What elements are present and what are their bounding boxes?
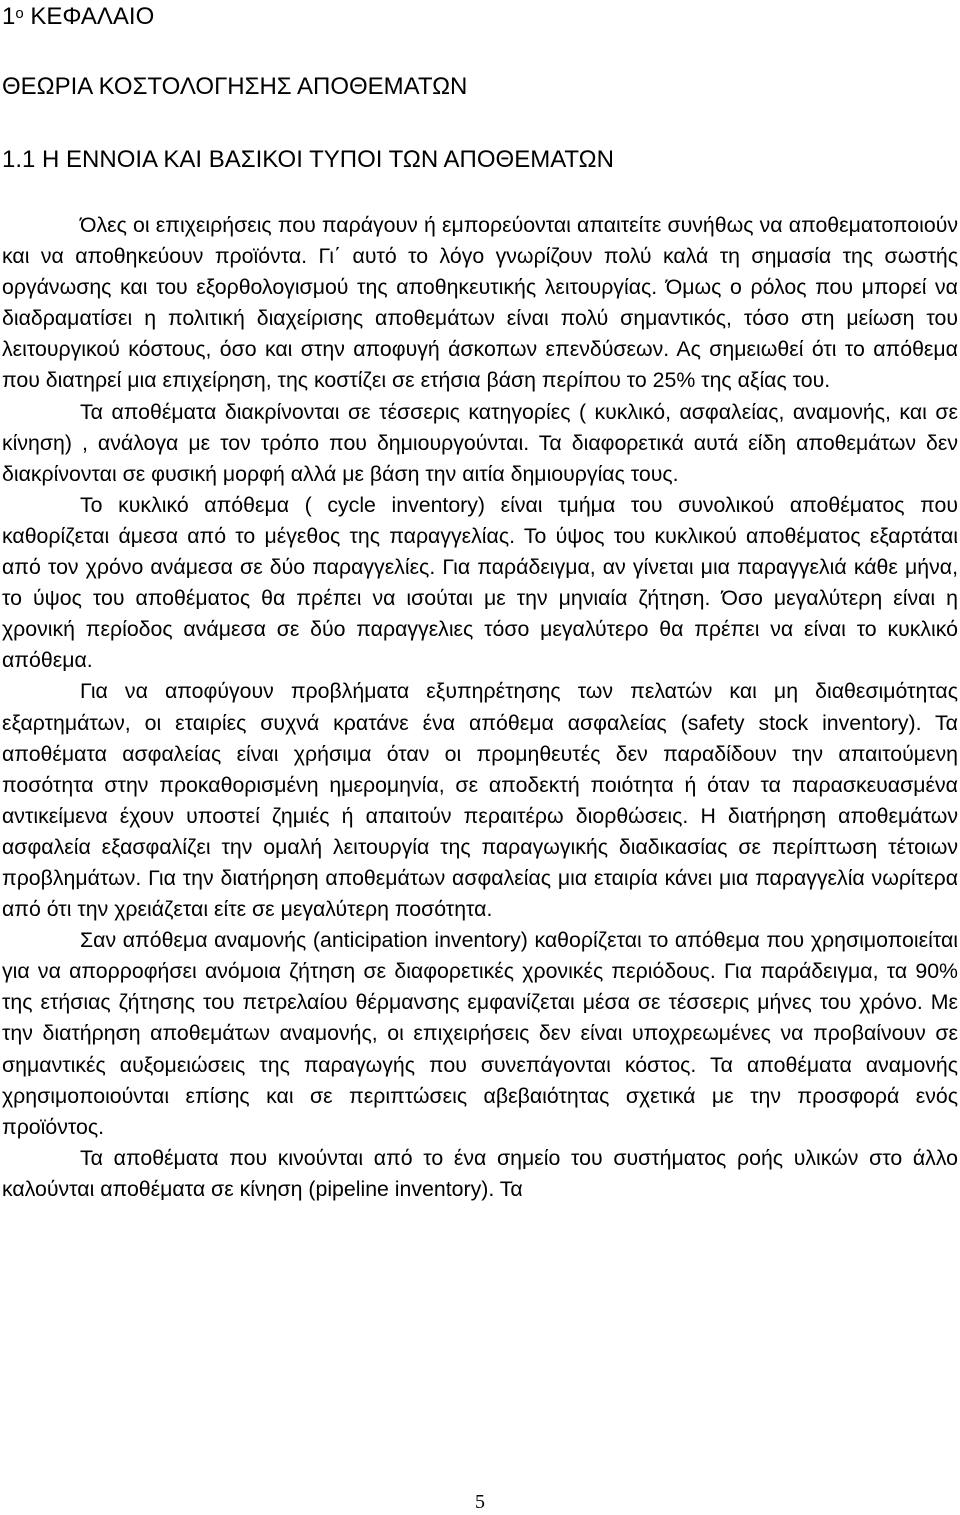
paragraph: Για να αποφύγουν προβλήματα εξυπηρέτησης των πελατών και μη διαθεσιμότητας εξαρτημάτων, οι εταιρίες συχνά κρατάνε ένα απόθεμα ασφαλείας (safety stock inventory). Τα αποθέματα ασφαλείας είναι χρήσιμα όταν οι προμηθευτές δεν παραδίδουν την απαιτούμενη ποσότητα στην προκαθορισμένη ημερομηνία, σε αποδεκτή ποιότητα ή όταν τα παρασκευασμένα αντικείμενα έχουν υποστεί ζημιές ή απαιτούν περαιτέρω διορθώσεις. Η διατήρηση αποθεμάτων ασφαλεία εξασφαλίζει την ομαλή λειτουργία της παραγωγικής διαδικασίας σε περίπτωση τέτοιων προβλημάτων. Για την διατήρηση αποθεμάτων ασφαλείας μια εταιρία κάνει μια παραγγελία νωρίτερα από ότι την χρειάζεται είτε σε μεγαλύτερη ποσότητα. — [2, 679, 958, 922]
paragraph: Όλες οι επιχειρήσεις που παράγουν ή εμπορεύονται απαιτείτε συνήθως να αποθεματοποιούν και να αποθηκεύουν προϊόντα. Γι΄ αυτό το λόγο γνωρίζουν πολύ καλά τη σημασία της σωστής οργάνωσης και του εξορθολογισμού της αποθηκευτικής λειτουργίας. Όμως ο ρόλος που μπορεί να διαδραματίσει η πολιτική διαχείρισης αποθεμάτων είναι πολύ σημαντικός, τόσο στη μείωση του λειτουργικού κόστους, όσο και στην αποφυγή άσκοπων επενδύσεων. Ας σημειωθεί ότι το απόθεμα που διατηρεί μια επιχείρηση, της κοστίζει σε ετήσια βάση περίπου το 25% της αξίας του. — [2, 213, 958, 393]
chapter-heading — [2, 2, 154, 32]
section-heading: 1.1 Η ΕΝΝΟΙΑ ΚΑΙ ΒΑΣΙΚΟΙ ΤΥΠΟΙ ΤΩΝ ΑΠΟΘΕΜΑΤΩΝ — [2, 146, 614, 173]
chapter-number: 1 — [2, 3, 16, 30]
chapter-label: ΚΕΦΑΛΑΙΟ — [30, 3, 155, 30]
body-text — [2, 210, 958, 1205]
page-number: 5 — [475, 1491, 485, 1513]
paragraph: Το κυκλικό απόθεμα ( cycle inventory) είναι τμήμα του συνολικού αποθέματος που καθορίζεται άμεσα από το μέγεθος της παραγγελίας. Το ύψος του κυκλικού αποθέματος εξαρτάται από τον χρόνο ανάμεσα σε δύο παραγγελίες. Για παράδειγμα, αν γίνεται μια παραγγελιά κάθε μήνα, το ύψος του αποθέματος θα πρέπει να ισούται με την μηνιαία ζήτηση. Όσο μεγαλύτερη είναι η χρονική περίοδος ανάμεσα σε δύο παραγγελιες τόσο μεγαλύτερο θα πρέπει να είναι το κυκλικό απόθεμα. — [2, 492, 958, 673]
paragraph: Τα αποθέματα που κινούνται από το ένα σημείο του συστήματος ροής υλικών στο άλλο καλούνται αποθέματα σε κίνηση (pipeline inventory). Τα — [2, 1145, 958, 1201]
page-title: ΘΕΩΡΙΑ ΚΟΣΤΟΛΟΓΗΣΗΣ ΑΠΟΘΕΜΑΤΩΝ — [2, 73, 468, 100]
paragraph: Σαν απόθεμα αναμονής (anticipation inventory) καθορίζεται το απόθεμα που χρησιμοποιείται για να απορροφήσει ανόμοια ζήτηση σε διαφορετικές χρονικές περιόδους. Για παράδειγμα, τα 90% της ετήσιας ζήτησης του πετρελαίου θέρμανσης εμφανίζεται μέσα σε τέσσερις μήνες του χρόνο. Με την διατήρηση αποθεμάτων αναμονής, οι επιχειρήσεις δεν είναι υποχρεωμένες να προβαίνουν σε σημαντικές αυξομειώσεις της παραγωγής που συνεπάγονται κόστος. Τα αποθέματα αναμονής χρησιμοποιούνται επίσης και σε περιπτώσεις αβεβαιότητας σχετικά με την προσφορά ενός προϊόντος. — [2, 928, 958, 1139]
chapter-ordinal-suffix: ο — [15, 5, 24, 22]
paragraph: Τα αποθέματα διακρίνονται σε τέσσερις κατηγορίες ( κυκλικό, ασφαλείας, αναμονής, και σε κίνηση) , ανάλογα με τον τρόπο που δημιουργούνται. Τα διαφορετικά αυτά είδη αποθεμάτων δεν διακρίνονται σε φυσική μορφή αλλά με βάση την αιτία δημιουργίας τους. — [2, 399, 958, 486]
